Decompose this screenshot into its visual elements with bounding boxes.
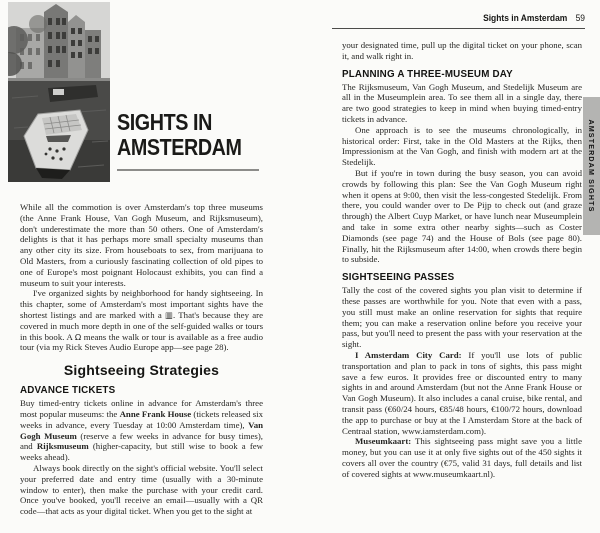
left-text-column [20,202,263,517]
page-number: 59 [575,13,585,23]
book-tour-icon: ▥ [165,309,173,320]
sightseeing-passes-heading: SIGHTSEEING PASSES [342,272,455,284]
sightseeing-strategies-heading: Sightseeing Strategies [63,362,220,379]
planning-paragraph-2: One approach is to see the museums chronologically, in historical order: First, take in the Old Masters at the Rijks, then Impressionism at the Van Gogh, and finish with modern art at the Stedelijk. [342,124,582,168]
chapter-side-tab [583,97,600,235]
running-header [352,13,585,23]
museumkaart-bold: Museumkaart: [355,436,412,447]
passes-paragraph-2: I Amsterdam City Card: If you'll use lots of public transportation and plan to pack in tons of sights, this pass might save a few euros. It provides free or discounted entry to many sights in and around Amsterdam (but not the Anne Frank House or Van Gogh Museum). It also includes a canal cruise, bike rental, and transit pass (€60/24 hours, €85/48 hours, €100/72 hours, download the app to purchase or buy at the I Amsterdam Store at the back of Centraal station, www.iamsterdam.com). [342,349,582,436]
chapter-title-line1: SIGHTS IN [117,109,212,135]
passes-paragraph-3: Museumkaart: This sightseeing pass might save you a little money, but you can use it at only five sights out of the 450 sights it covers all over the country (€75, valid 31 days, full details and list of covered sights at www.museumkaart.nl). [342,436,582,479]
chapter-title [117,110,242,160]
advance-tickets-paragraph-1: Buy timed-entry tickets online in advance for Amsterdam's three most popular museums: the Anne Frank House (tickets released six weeks in advance, every Tuesday at 10:00 Amsterdam time), Van Gogh Museum (reserve a few weeks in advance for busy times), and Rijksmuseum (higher-capacity, but still wise to book a few weeks ahead). [20,398,264,463]
passes-paragraph-1: Tally the cost of the covered sights you plan visit to determine if these passes are worthwhile for you. Note that even with a pass, you still must make an online reservation for sights that require them; you can make a reservation online before you receive your pass, but you'll need to present the pass with your reservation at the sight. [342,285,582,350]
planning-three-museum-day-heading: PLANNING A THREE-MUSEUM DAY [342,68,513,80]
continued-paragraph: your designated time, pull up the digital ticket on your phone, scan it, and walk right in. [342,40,582,61]
i-amsterdam-city-card-bold: I Amsterdam City Card: [355,349,462,360]
intro-paragraph-1: While all the commotion is over Amsterdam's top three museums (the Anne Frank House, Van Gogh Museum, and Rijksmuseum), don't underestimate the more than 50 others. One of Amsterdam's delights is that it has perhaps more small specialty museums than any other city its size. From houseboats to sex, from marijuana to Old Masters, from a curiously fascinating collection of old pipes to one of Europe's most poignant Holocaust exhibits, you can find a museum to suit your interests. [20,202,263,288]
audio-tour-headphones-icon: Ω [74,331,82,342]
chapter-side-tab-label: AMSTERDAM SIGHTS [587,119,596,213]
van-gogh-museum-bold: Van Gogh Museum [20,419,263,441]
anne-frank-house-bold: Anne Frank House [119,408,192,419]
chapter-title-line2: AMSTERDAM [117,134,242,160]
planning-paragraph-3: But if you're in town during the busy season, you can avoid crowds by following this plan: See the Van Gogh Museum right when it opens at 9:00, then visit the less-congested Stedelijk. From there, you could wander over to De Pijp to check out (and graze through) the Albert Cuyp Market, or have lunch near Museumplein and take in some extra other nearby sights—such as Coster Diamonds (see page 74) and the House of Bols (see page 80). Finally, hit the Rijksmuseum after 14:00, when crowds there begin to subside. [342,167,582,265]
planning-paragraph-1: The Rijksmuseum, Van Gogh Museum, and Stedelijk Museum are all in the Museumplein area. To see them all in a single day, there are two good strategies to keep in mind when buying timed-entry tickets in advance. [342,81,582,124]
right-text-column [342,40,582,479]
rijksmuseum-bold: Rijksmuseum [36,441,89,452]
amsterdam-canal-photo [8,2,110,182]
running-header-rule [332,28,585,29]
advance-tickets-paragraph-2: Always book directly on the sight's official website. You'll select your preferred date and entry time (usually with a 30-minute window to enter), then make the purchase with your credit card. Once you've booked, you'll receive an email—usually with a QR code—that acts as your digital ticket. When you get to the sight at [20,462,263,517]
chapter-title-underline [117,169,259,171]
intro-paragraph-2: I've organized sights by neighborhood for handy sightseeing. In this chapter, some of Amsterdam's most important sights have the shortest listings and are marked with a ▥. That's because they are covered in much more depth in one of the self-guided walks or tours in this book. A Ω means the walk or tour is available as a free audio tour (via my Rick Steves Audio Europe app—see page 28). [20,288,263,353]
running-header-title: Sights in Amsterdam [483,13,568,23]
advance-tickets-heading: ADVANCE TICKETS [20,385,116,397]
